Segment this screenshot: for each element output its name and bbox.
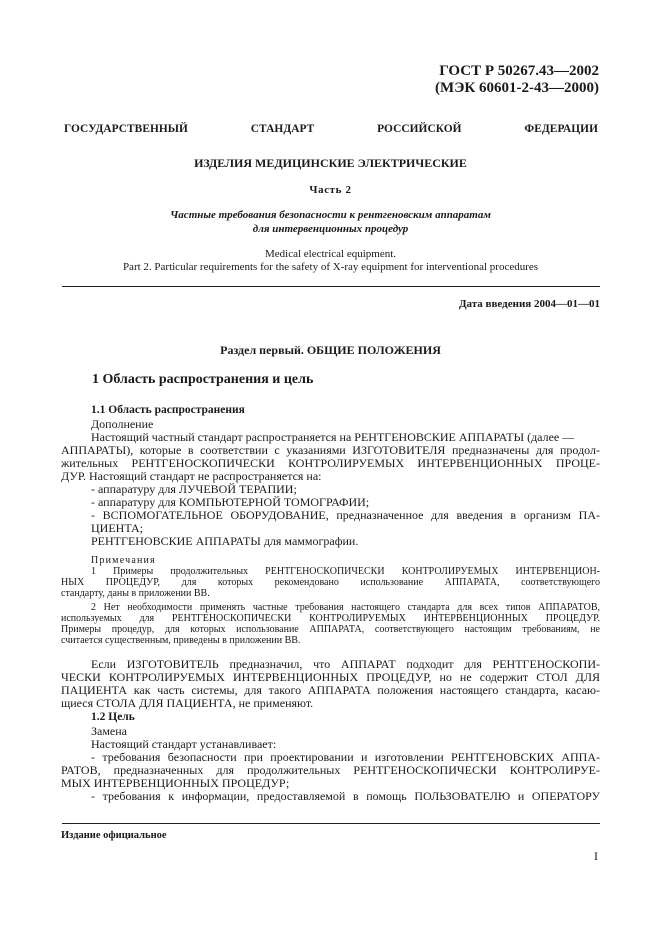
part-number: Часть 2 [309,184,352,196]
text-line: Замена [91,724,128,738]
text-line: АППАРАТЫ), которые в соответствии с указаниями ИЗГОТОВИТЕЛЯ предназначены для продол- [61,443,600,457]
official-edition-label: Издание официальное [61,830,167,841]
subtitle-line-2: для интервенционных процедур [252,223,409,235]
text-line: Настоящий частный стандарт распространяется на РЕНТГЕНОВСКИЕ АППАРАТЫ (далее — [91,430,575,444]
standard-code: ГОСТ Р 50267.43—2002 [439,63,599,79]
note-line: 1 Примеры продолжительных РЕНТГЕНОСКОПИЧЕСКИ КОНТРОЛИРУЕМЫХ ИНТЕРВЕНЦИОН- [91,566,600,577]
subtitle-line-1: Частные требования безопасности к рентгеновским аппаратам [170,209,491,221]
list-item: - требования безопасности при проектировании и изготовлении РЕНТГЕНОВСКИХ АППА- [91,750,600,764]
text-line: МЫХ ИНТЕРВЕНЦИОННЫХ ПРОЦЕДУР; [61,776,290,790]
clause-1-heading: 1 Область распространения и цель [92,372,314,387]
text-line: Если ИЗГОТОВИТЕЛЬ предназначил, что АППАРАТ подходит для РЕНТГЕНОСКОПИ- [91,657,600,671]
text-line: Дополнение [91,417,154,431]
list-item: - требования к информации, предоставляемой в помощь ПОЛЬЗОВАТЕЛЮ и ОПЕРАТОРУ [91,789,600,803]
list-item: - ВСПОМОГАТЕЛЬНОЕ ОБОРУДОВАНИЕ, предназначенное для введения в организм ПА- [91,508,600,522]
text-line: ЧЕСКИ КОНТРОЛИРУЕМЫХ ИНТЕРВЕНЦИОННЫХ ПРОЦЕДУР, но не содержит СТОЛ ДЛЯ [61,670,600,684]
footer-divider [62,823,600,824]
note-line: считается существенным, приведены в приложении ВВ. [61,635,301,646]
text-line: РАТОВ, предназначенных для продолжительных РЕНТГЕНОСКОПИЧЕСКИ КОНТРОЛИРУЕ- [61,763,600,777]
text-line: Настоящий стандарт устанавливает: [91,737,277,751]
list-item: - аппаратуру для ЛУЧЕВОЙ ТЕРАПИИ; [91,482,297,496]
english-title-line-1: Medical electrical equipment. [264,248,397,260]
list-item: ЦИЕНТА; [91,521,144,535]
text-line: РЕНТГЕНОВСКИЕ АППАРАТЫ для маммографии. [91,534,359,548]
text-line: щиеся СТОЛА ДЛЯ ПАЦИЕНТА, не применяют. [61,696,314,710]
text-line: жительных РЕНТГЕНОСКОПИЧЕСКИ КОНТРОЛИРУЕМЫХ ИНТЕРВЕНЦИОННЫХ ПРОЦЕ- [61,456,600,470]
notes-label: Примечания [91,555,156,566]
english-title-line-2: Part 2. Particular requirements for the safety of X-ray equipment for interventional procedures [122,261,539,273]
note-line: используемых для РЕНТГЕНОСКОПИЧЕСКИ КОНТРОЛИРУЕМЫХ ИНТЕРВЕНЦИОННЫХ ПРОЦЕДУР. [61,613,600,624]
note-line: НЫХ ПРОЦЕДУР, для которых рекомендовано использование АППАРАТА, соответствующего [61,577,600,588]
section-heading: Раздел первый. ОБЩИЕ ПОЛОЖЕНИЯ [220,343,441,357]
document-title: ИЗДЕЛИЯ МЕДИЦИНСКИЕ ЭЛЕКТРИЧЕСКИЕ [194,156,467,170]
note-line: стандарту, даны в приложении ВВ. [61,588,210,599]
page-number: I [594,849,598,863]
subclause-1-1-title: 1.1 Область распространения [91,404,245,416]
note-line: Примеры процедур, для которых использование АППАРАТА, соответствующего настоящим требованиям, не [61,624,600,635]
note-line: 2 Нет необходимости применять частные требования настоящего стандарта для всех типов АППАРАТОВ, [91,602,600,613]
title-divider [62,286,600,287]
introduction-date: Дата введения 2004—01—01 [458,298,600,310]
text-line: ПАЦИЕНТА как часть системы, для такого АППАРАТА положения настоящего стандарта, касаю- [61,683,600,697]
text-line: ДУР. Настоящий стандарт не распространяется на: [61,469,322,483]
state-standard-banner: ГОСУДАРСТВЕННЫЙ СТАНДАРТ РОССИЙСКОЙ ФЕДЕРАЦИИ [64,123,598,135]
list-item: - аппаратуру для КОМПЬЮТЕРНОЙ ТОМОГРАФИИ; [91,495,370,509]
subclause-1-2-title: 1.2 Цель [91,711,135,723]
standard-code-iec: (МЭК 60601-2-43—2000) [435,80,599,96]
